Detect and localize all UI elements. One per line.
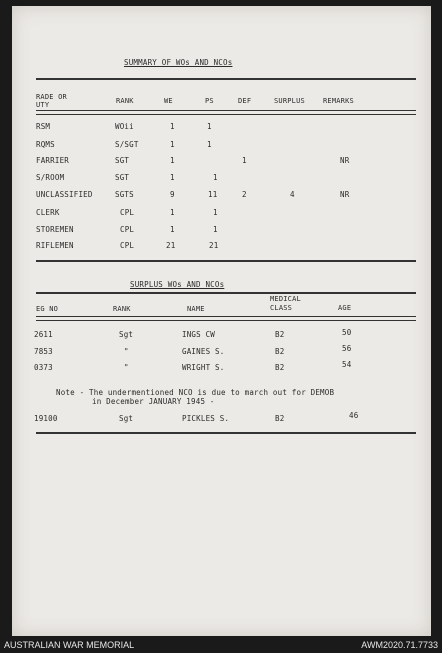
extra-regno: 19100 bbox=[34, 414, 58, 423]
surplus-regno: 0373 bbox=[34, 363, 53, 372]
summary-trade: RIFLEMEN bbox=[36, 241, 74, 250]
summary-we: 9 bbox=[170, 190, 175, 199]
extra-rank: Sgt bbox=[119, 414, 134, 423]
surplus-header-medical: MEDICAL bbox=[270, 295, 301, 303]
footer-right: AWM2020.71.7733 bbox=[361, 640, 438, 650]
surplus-rank: " bbox=[124, 363, 129, 372]
summary-rank: SGT bbox=[115, 173, 130, 182]
summary-ps: 1 bbox=[213, 208, 218, 217]
surplus-age: 50 bbox=[342, 328, 352, 337]
summary-trade: RQMS bbox=[36, 140, 55, 149]
summary-ps: 1 bbox=[207, 140, 212, 149]
summary-we: 1 bbox=[170, 225, 175, 234]
header-we: WE bbox=[164, 97, 173, 105]
summary-we: 21 bbox=[166, 241, 176, 250]
surplus-name: GAINES S. bbox=[182, 347, 225, 356]
surplus-age: 54 bbox=[342, 360, 352, 369]
header-ps: PS bbox=[205, 97, 214, 105]
summary-ps: 21 bbox=[209, 241, 219, 250]
header-rank: RANK bbox=[116, 97, 134, 105]
surplus-name: INGS CW bbox=[182, 330, 216, 339]
bleed-through-text bbox=[257, 36, 417, 96]
surplus-header-regno: EG NO bbox=[36, 305, 59, 313]
document-sheet bbox=[12, 6, 431, 636]
summary-rank: SGT bbox=[115, 156, 130, 165]
surplus-medical: B2 bbox=[275, 363, 285, 372]
summary-bottom-rule bbox=[36, 260, 416, 262]
summary-ps: 11 bbox=[208, 190, 218, 199]
summary-rank: S/SGT bbox=[115, 140, 139, 149]
summary-top-rule bbox=[36, 78, 416, 80]
surplus-rank: " bbox=[124, 347, 129, 356]
summary-rank: SGTS bbox=[115, 190, 134, 199]
summary-header-rule bbox=[36, 110, 416, 115]
surplus-title: SURPLUS WOs AND NCOs bbox=[130, 280, 225, 289]
surplus-medical: B2 bbox=[275, 330, 285, 339]
summary-def: 1 bbox=[242, 156, 247, 165]
summary-surplus: 4 bbox=[290, 190, 295, 199]
surplus-header-age: AGE bbox=[338, 304, 352, 312]
surplus-rank: Sgt bbox=[119, 330, 134, 339]
summary-trade: CLERK bbox=[36, 208, 60, 217]
surplus-age: 56 bbox=[342, 344, 352, 353]
header-trade: RADE OR bbox=[36, 93, 67, 101]
header-duty: UTY bbox=[36, 101, 50, 109]
surplus-name: WRIGHT S. bbox=[182, 363, 225, 372]
surplus-bottom-rule bbox=[36, 432, 416, 434]
summary-trade: RSM bbox=[36, 122, 51, 131]
surplus-header-rule bbox=[36, 316, 416, 321]
summary-remarks: NR bbox=[340, 156, 350, 165]
surplus-medical: B2 bbox=[275, 347, 285, 356]
summary-ps: 1 bbox=[213, 225, 218, 234]
note-line-2: in December JANUARY 1945 - bbox=[92, 397, 215, 406]
extra-age: 46 bbox=[349, 411, 359, 420]
summary-we: 1 bbox=[170, 140, 175, 149]
summary-trade: S/ROOM bbox=[36, 173, 65, 182]
summary-we: 1 bbox=[170, 173, 175, 182]
summary-remarks: NR bbox=[340, 190, 350, 199]
summary-def: 2 bbox=[242, 190, 247, 199]
surplus-regno: 2611 bbox=[34, 330, 53, 339]
summary-ps: 1 bbox=[207, 122, 212, 131]
surplus-top-rule bbox=[36, 292, 416, 294]
extra-name: PICKLES S. bbox=[182, 414, 230, 423]
summary-we: 1 bbox=[170, 156, 175, 165]
surplus-regno: 7853 bbox=[34, 347, 53, 356]
note-line-1: Note - The undermentioned NCO is due to march out for DEMOB bbox=[56, 388, 335, 397]
footer-left: AUSTRALIAN WAR MEMORIAL bbox=[4, 640, 135, 650]
extra-medical: B2 bbox=[275, 414, 285, 423]
summary-trade: UNCLASSIFIED bbox=[36, 190, 93, 199]
summary-rank: CPL bbox=[120, 225, 135, 234]
header-surplus: SURPLUS bbox=[274, 97, 305, 105]
summary-we: 1 bbox=[170, 122, 175, 131]
summary-rank: CPL bbox=[120, 208, 135, 217]
summary-rank: WOii bbox=[115, 122, 134, 131]
summary-trade: FARRIER bbox=[36, 156, 70, 165]
surplus-header-class: CLASS bbox=[270, 304, 293, 312]
header-def: DEF bbox=[238, 97, 252, 105]
surplus-header-rank: RANK bbox=[113, 305, 131, 313]
summary-title: SUMMARY OF WOs AND NCOs bbox=[124, 58, 233, 67]
header-remarks: REMARKS bbox=[323, 97, 354, 105]
summary-we: 1 bbox=[170, 208, 175, 217]
summary-rank: CPL bbox=[120, 241, 135, 250]
surplus-header-name: NAME bbox=[187, 305, 205, 313]
summary-ps: 1 bbox=[213, 173, 218, 182]
summary-trade: STOREMEN bbox=[36, 225, 74, 234]
